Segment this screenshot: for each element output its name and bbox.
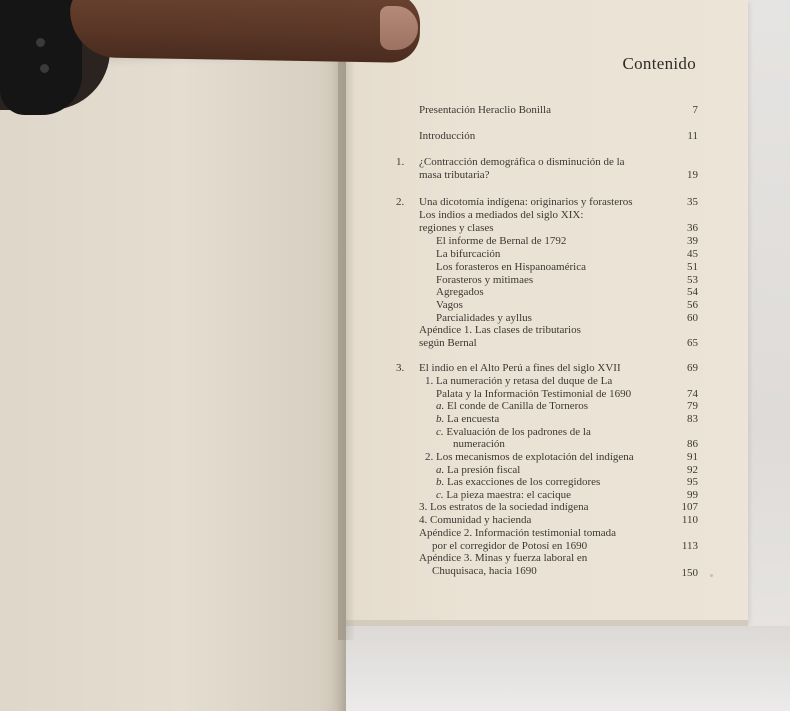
item-label: c. xyxy=(436,426,444,438)
toc-page-number: 65 xyxy=(687,337,698,349)
toc-entry: Los forasteros en Hispanoamérica xyxy=(436,261,586,273)
item-label: b. xyxy=(436,476,445,488)
toc-page-number: 83 xyxy=(687,413,698,425)
toc-page-number: 92 xyxy=(687,464,698,476)
table-of-contents xyxy=(346,0,748,623)
toc-entry: Introducción xyxy=(419,130,476,142)
toc-entry: La bifurcación xyxy=(436,248,501,260)
table-shadow xyxy=(346,626,790,711)
watch-button xyxy=(36,38,45,47)
toc-entry xyxy=(436,464,520,477)
toc-entry: 4. Comunidad y hacienda xyxy=(419,514,532,526)
toc-page-number: 60 xyxy=(687,312,698,324)
chapter-number: 2. xyxy=(396,196,405,208)
item-text: Evaluación de los padrones de la xyxy=(446,426,591,438)
item-text: La pieza maestra: el cacique xyxy=(446,489,571,501)
toc-entry: Los indios a mediados del siglo XIX: xyxy=(419,209,584,221)
item-text: Las exacciones de los corregidores xyxy=(447,476,601,488)
toc-page-number: 39 xyxy=(687,235,698,247)
toc-entry: Apéndice 2. Información testimonial tomada xyxy=(419,527,617,539)
toc-page-number: 113 xyxy=(681,540,698,552)
toc-entry: Agregados xyxy=(436,286,484,298)
toc-entry: 1. La numeración y retasa del duque de La xyxy=(425,375,613,387)
toc-entry: Apéndice 3. Minas y fuerza laboral en xyxy=(419,552,588,564)
toc-entry: Apéndice 1. Las clases de tributarios xyxy=(419,324,581,336)
toc-entry xyxy=(436,489,571,502)
item-label: b. xyxy=(436,413,445,425)
toc-page-number: 91 xyxy=(687,451,698,463)
toc-entry: Chuquisaca, hacia 1690 xyxy=(432,565,537,577)
item-text: La encuesta xyxy=(447,413,500,425)
toc-page-number: 35 xyxy=(687,196,698,208)
item-label: a. xyxy=(436,400,445,412)
toc-page-number: 86 xyxy=(687,438,698,450)
toc-entry: regiones y clases xyxy=(419,222,494,234)
toc-entry xyxy=(436,400,588,413)
toc-page-number: 99 xyxy=(687,489,698,501)
toc-page-number: 45 xyxy=(687,248,698,260)
toc-page-number: 79 xyxy=(687,400,698,412)
toc-page-number: 56 xyxy=(687,299,698,311)
item-text: La presión fiscal xyxy=(447,464,521,476)
toc-entry: masa tributaria? xyxy=(419,169,490,181)
toc-entry: ¿Contracción demográfica o disminución de la xyxy=(419,156,625,168)
toc-title: Contenido xyxy=(622,54,696,73)
toc-entry: numeración xyxy=(453,438,505,450)
toc-page-number: 74 xyxy=(687,388,698,400)
toc-entry: Forasteros y mitimaes xyxy=(436,274,534,286)
toc-page-number: 95 xyxy=(687,476,698,488)
toc-entry xyxy=(436,476,600,489)
toc-entry: Palata y la Información Testimonial de 1690 xyxy=(436,388,632,400)
toc-page-number: 19 xyxy=(687,169,698,181)
toc-page-number: 11 xyxy=(687,130,698,142)
toc-entry: 3. Los estratos de la sociedad indígena xyxy=(419,501,589,513)
toc-page-number: 36 xyxy=(687,222,698,234)
toc-page-number: 150 xyxy=(681,567,698,579)
toc-entry: Vagos xyxy=(436,299,463,311)
ink-speck xyxy=(710,574,713,577)
toc-page-number: 69 xyxy=(687,362,698,374)
left-page-blank xyxy=(0,50,348,711)
toc-entry: El informe de Bernal de 1792 xyxy=(436,235,567,247)
chapter-number: 3. xyxy=(396,362,405,374)
chapter-number: 1. xyxy=(396,156,405,168)
toc-page-number: 51 xyxy=(687,261,698,273)
toc-entry: El indio en el Alto Perú a fines del siglo XVII xyxy=(419,362,621,374)
toc-entry xyxy=(436,413,499,426)
item-label: a. xyxy=(436,464,445,476)
toc-entry xyxy=(436,426,591,439)
toc-entry: 2. Los mecanismos de explotación del indígena xyxy=(425,451,634,463)
item-label: c. xyxy=(436,489,444,501)
toc-page-number: 107 xyxy=(681,501,698,513)
toc-page-number: 54 xyxy=(687,286,698,298)
toc-entry: Una dicotomía indígena: originarios y forasteros xyxy=(419,196,633,208)
item-text: El conde de Canilla de Torneros xyxy=(447,400,589,412)
toc-entry: Parcialidades y ayllus xyxy=(436,312,532,324)
toc-entry: según Bernal xyxy=(419,337,477,349)
toc-page-number: 110 xyxy=(681,514,698,526)
toc-page-number: 7 xyxy=(692,104,698,116)
watch-button xyxy=(40,64,49,73)
toc-entry: Presentación Heraclio Bonilla xyxy=(419,104,551,116)
toc-entry: por el corregidor de Potosí en 1690 xyxy=(432,540,588,552)
toc-page-number: 53 xyxy=(687,274,698,286)
